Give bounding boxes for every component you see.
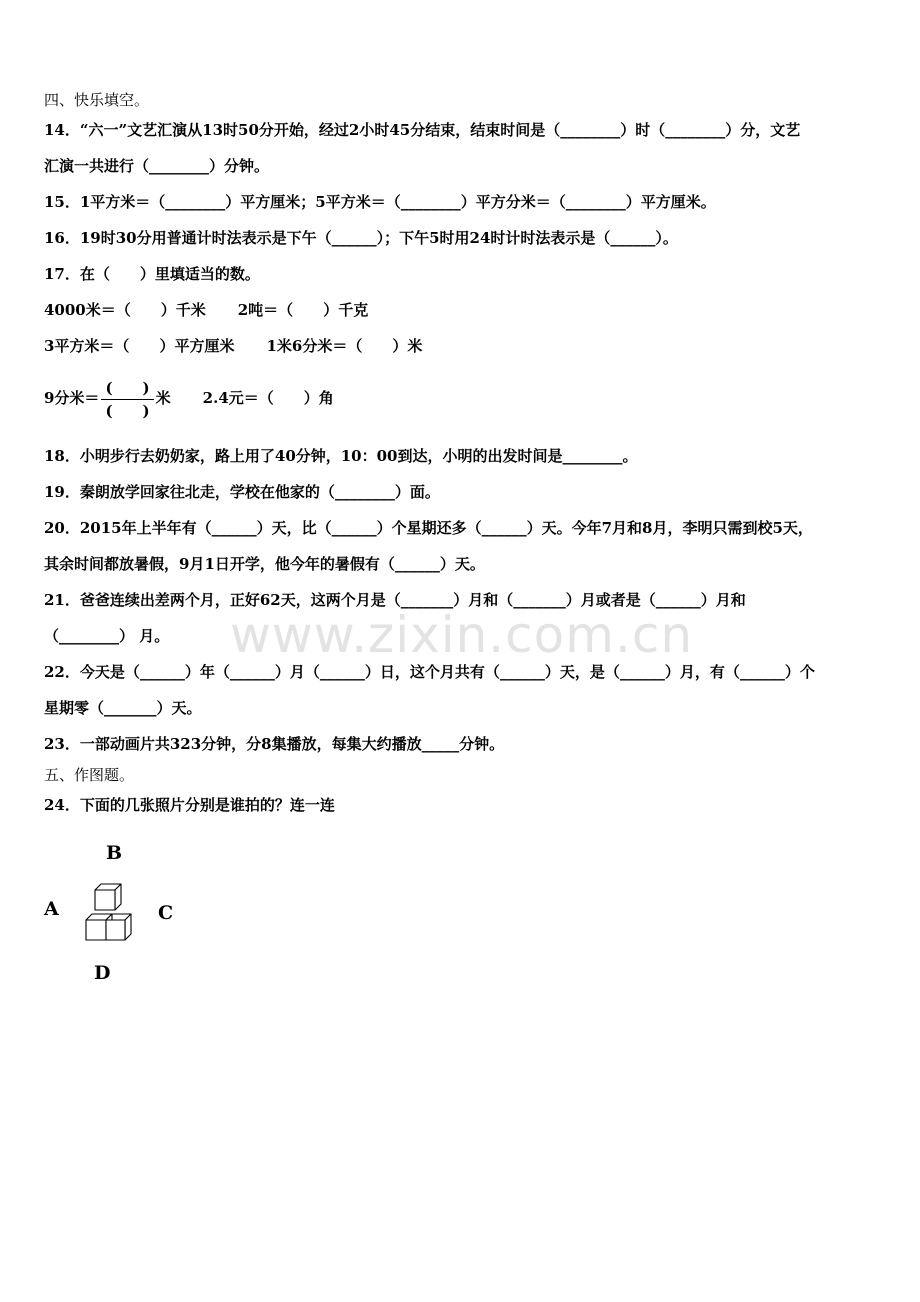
question-17-row3-b: 2.4元＝（ ）角 — [202, 389, 334, 407]
question-23: 23．一部动画片共323分钟，分8集播放，每集大约播放_____分钟。 — [44, 735, 505, 753]
question-21-line2: （________） 月。 — [44, 627, 170, 645]
question-16: 16．19时30分用普通计时法表示是下午（______）；下午5时用24时计时法表示是（______）。 — [44, 229, 678, 247]
question-14-line1: 14．“六一”文艺汇演从13时50分开始，经过2小时45分结束，结束时间是（________）时（________）分，文艺 — [44, 121, 801, 139]
question-17-row2-a: 3平方米＝（ ）平方厘米 — [44, 337, 235, 355]
section-5-heading: 五、作图题。 — [44, 766, 135, 784]
question-17-row3 — [44, 374, 334, 422]
section-4-heading: 四、快乐填空。 — [44, 91, 150, 109]
fraction-numerator: ( ) — [101, 377, 153, 400]
question-18: 18．小明步行去奶奶家，路上用了40分钟，10：00到达，小明的出发时间是________。 — [44, 447, 638, 465]
figure-label-d: D — [94, 962, 111, 984]
question-17-row3-unit: 米 — [155, 389, 171, 407]
figure-label-c: C — [158, 902, 174, 924]
question-20-line2: 其余时间都放暑假，9月1日开学，他今年的暑假有（______）天。 — [44, 555, 485, 573]
question-17-row3-prefix: 9分米＝ — [44, 389, 100, 407]
fraction-blank — [101, 377, 153, 422]
question-17-row1-a: 4000米＝（ ）千米 — [44, 301, 206, 319]
question-22-line1: 22．今天是（______）年（______）月（______）日，这个月共有（______）天，是（______）月，有（______）个 — [44, 663, 815, 681]
question-22-line2: 星期零（_______）天。 — [44, 699, 202, 717]
figure-label-a: A — [44, 898, 59, 920]
fraction-denominator: ( ) — [105, 401, 150, 420]
question-17-row2 — [44, 336, 422, 356]
question-17-row1-b: 2吨＝（ ）千克 — [237, 301, 369, 319]
figure-label-b: B — [106, 842, 123, 864]
question-21-line1: 21．爸爸连续出差两个月，正好62天，这两个月是（_______）月和（_______）月或者是（______）月和 — [44, 591, 746, 609]
watermark: www.zixin.com.cn — [230, 606, 694, 664]
question-24: 24．下面的几张照片分别是谁拍的？连一连 — [44, 796, 335, 814]
question-17-row1 — [44, 300, 368, 320]
question-15: 15．1平方米＝（________）平方厘米；5平方米＝（________）平方分米＝（________）平方厘米。 — [44, 193, 716, 211]
question-17-prompt: 17．在（ ）里填适当的数。 — [44, 265, 260, 283]
question-17-row2-b: 1米6分米＝（ ）米 — [266, 337, 423, 355]
question-19: 19．秦朗放学回家往北走，学校在他家的（________）面。 — [44, 483, 440, 501]
question-14-line2: 汇演一共进行（________）分钟。 — [44, 157, 270, 175]
cube-stack-figure — [80, 880, 140, 944]
question-20-line1: 20．2015年上半年有（______）天，比（______）个星期还多（______）天。今年7月和8月，李明只需到校5天， — [44, 519, 813, 537]
